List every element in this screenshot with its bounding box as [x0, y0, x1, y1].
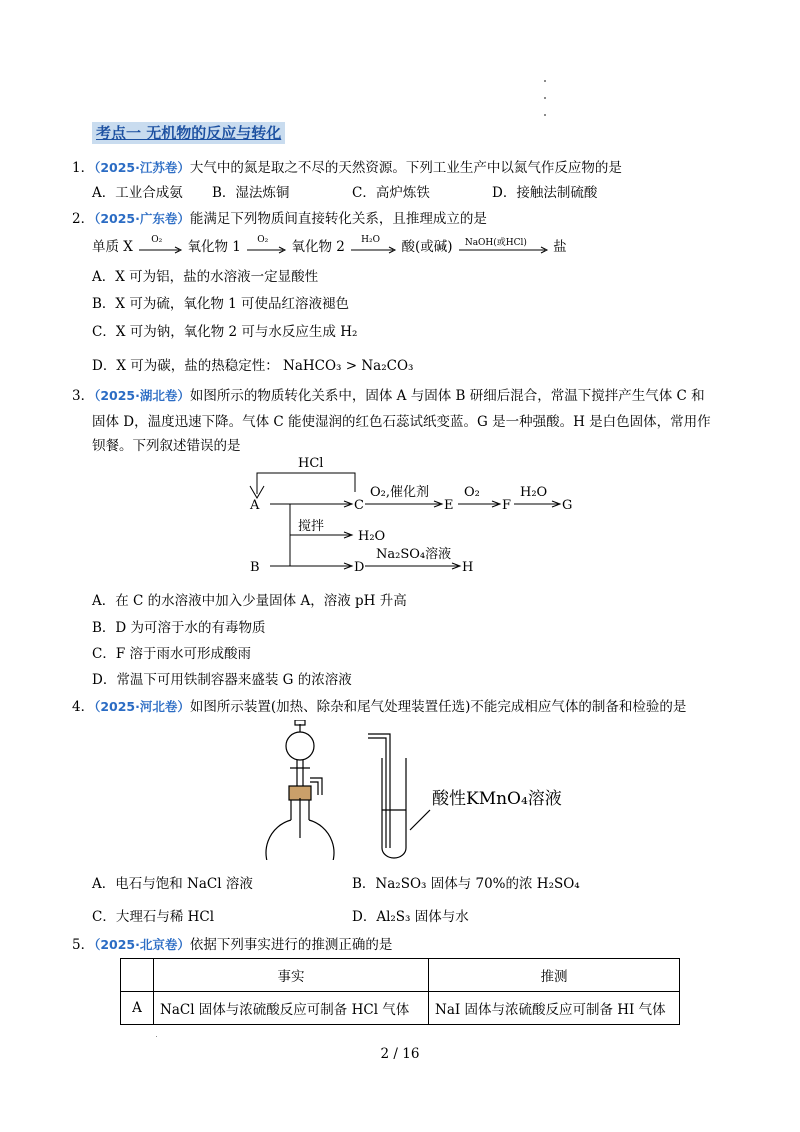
- page-number: 2 / 16: [380, 1046, 420, 1062]
- question-4-stem: [72, 695, 686, 715]
- option-c: C．F 溶于雨水可形成酸雨: [92, 646, 251, 662]
- label-o2: O₂: [464, 485, 480, 500]
- scheme-oxide1: 氧化物 1: [187, 239, 241, 255]
- label-h2o-2: H₂O: [520, 485, 548, 500]
- question-text: 大气中的氮是取之不尽的天然资源。下列工业生产中以氮气作反应物的是: [189, 160, 622, 176]
- question-2-stem: [72, 207, 487, 227]
- option-d: D．X 可为碳，盐的热稳定性： NaHCO₃ > Na₂CO₃: [92, 358, 414, 374]
- label-a: A: [250, 498, 260, 513]
- scheme-arrow: NaOH(或HCl): [457, 241, 549, 255]
- option-a: A．X 可为铝，盐的水溶液一定显酸性: [92, 269, 319, 285]
- decor-dot: [544, 114, 546, 116]
- question-source: （2025·江苏卷）: [94, 160, 190, 175]
- table-row: [121, 992, 680, 1025]
- table-header-row: [121, 959, 680, 992]
- option-d: D．常温下可用铁制容器来盛装 G 的浓溶液: [92, 672, 352, 688]
- table-header: [121, 959, 154, 992]
- label-b: B: [250, 560, 260, 575]
- scheme-salt: 盐: [553, 239, 567, 255]
- formula: H₂: [340, 324, 358, 340]
- table-cell: NaI 固体与浓硫酸反应可制备 HI 气体: [429, 992, 680, 1025]
- question-1-stem: [72, 156, 622, 176]
- label-f: F: [502, 498, 512, 513]
- question-number: 1．: [72, 160, 95, 176]
- question-text: 如图所示装置(加热、除杂和尾气处理装置任选)不能完成相应气体的制备和检验的是: [189, 699, 687, 715]
- question-text-line: 固体 D，温度迅速下降。气体 C 能使湿润的红色石蕊试纸变蓝。G 是一种强酸。H 是白色固体，常用作: [92, 414, 711, 430]
- conversion-scheme: [92, 235, 567, 255]
- question-text: 能满足下列物质间直接转化关系，且推理成立的是: [189, 211, 487, 227]
- scheme-arrow: O₂: [137, 241, 183, 255]
- option-a: A．在 C 的水溶液中加入少量固体 A，溶液 pH 升高: [92, 593, 407, 609]
- question-number: 5．: [72, 937, 95, 953]
- question-text: 如图所示的物质转化关系中，固体 A 与固体 B 研细后混合，常温下搅拌产生气体 C 和: [189, 388, 705, 404]
- label-hcl: HCl: [298, 456, 324, 471]
- formula: NaHCO₃ > Na₂CO₃: [283, 358, 414, 374]
- figure-label: 酸性KMnO₄溶液: [432, 789, 562, 809]
- scheme-oxide2: 氧化物 2: [291, 239, 345, 255]
- question-text-line: 钡餐。下列叙述错误的是: [92, 438, 241, 454]
- table-cell: NaCl 固体与浓硫酸反应可制备 HCl 气体: [154, 992, 429, 1025]
- question-number: 3．: [72, 388, 95, 404]
- option-d: D．接触法制硫酸: [492, 185, 598, 201]
- apparatus-figure: [260, 720, 600, 860]
- option-b: B．湿法炼铜: [212, 185, 290, 201]
- option-b: B．Na₂SO₃ 固体与 70%的浓 H₂SO₄: [352, 876, 580, 892]
- question-source: （2025·河北卷）: [94, 699, 190, 714]
- option-b: B．X 可为硫，氧化物 1 可使品红溶液褪色: [92, 296, 349, 312]
- question-number: 2．: [72, 211, 95, 227]
- question-number: 4．: [72, 699, 95, 715]
- option-a: A．电石与饱和 NaCl 溶液: [92, 876, 253, 892]
- fact-inference-table: [120, 958, 680, 1025]
- scheme-start: 单质 X: [92, 239, 133, 255]
- label-h: H: [462, 560, 474, 575]
- label-g: G: [562, 498, 573, 513]
- question-source: （2025·湖北卷）: [94, 388, 190, 403]
- label-na2so4: Na₂SO₄溶液: [376, 547, 452, 562]
- label-c: C: [354, 498, 364, 513]
- transformation-diagram: [240, 452, 600, 580]
- decor-dot: [544, 97, 546, 99]
- table-header: 推测: [429, 959, 680, 992]
- question-3-stem: [72, 384, 705, 404]
- option-b: B．D 为可溶于水的有毒物质: [92, 620, 266, 636]
- scheme-arrow: O₂: [245, 241, 287, 255]
- option-d: D．Al₂S₃ 固体与水: [352, 909, 469, 925]
- scheme-arrow: H₂O: [349, 241, 397, 255]
- option-c: C．大理石与稀 HCl: [92, 909, 215, 925]
- label-stir: 搅拌: [298, 519, 325, 534]
- option-c: C．X 可为钠，氧化物 2 可与水反应生成 H₂: [92, 324, 358, 340]
- question-source: （2025·广东卷）: [94, 211, 190, 226]
- option-a: A．工业合成氨: [92, 185, 183, 201]
- label-d: D: [354, 560, 365, 575]
- question-text: 依据下列事实进行的推测正确的是: [189, 937, 393, 953]
- table-cell: A: [121, 992, 154, 1025]
- question-5-stem: [72, 933, 392, 953]
- option-c: C．高炉炼铁: [352, 185, 430, 201]
- decor-dot: [156, 1036, 157, 1037]
- table-header: 事实: [154, 959, 429, 992]
- label-h2o: H₂O: [358, 529, 386, 544]
- scheme-acid-base: 酸(或碱): [401, 239, 453, 255]
- decor-dot: [544, 80, 546, 82]
- section-title: 考点一 无机物的反应与转化: [92, 122, 285, 144]
- label-o2-catalyst: O₂,催化剂: [370, 485, 430, 500]
- label-e: E: [444, 498, 454, 513]
- question-source: （2025·北京卷）: [94, 937, 190, 952]
